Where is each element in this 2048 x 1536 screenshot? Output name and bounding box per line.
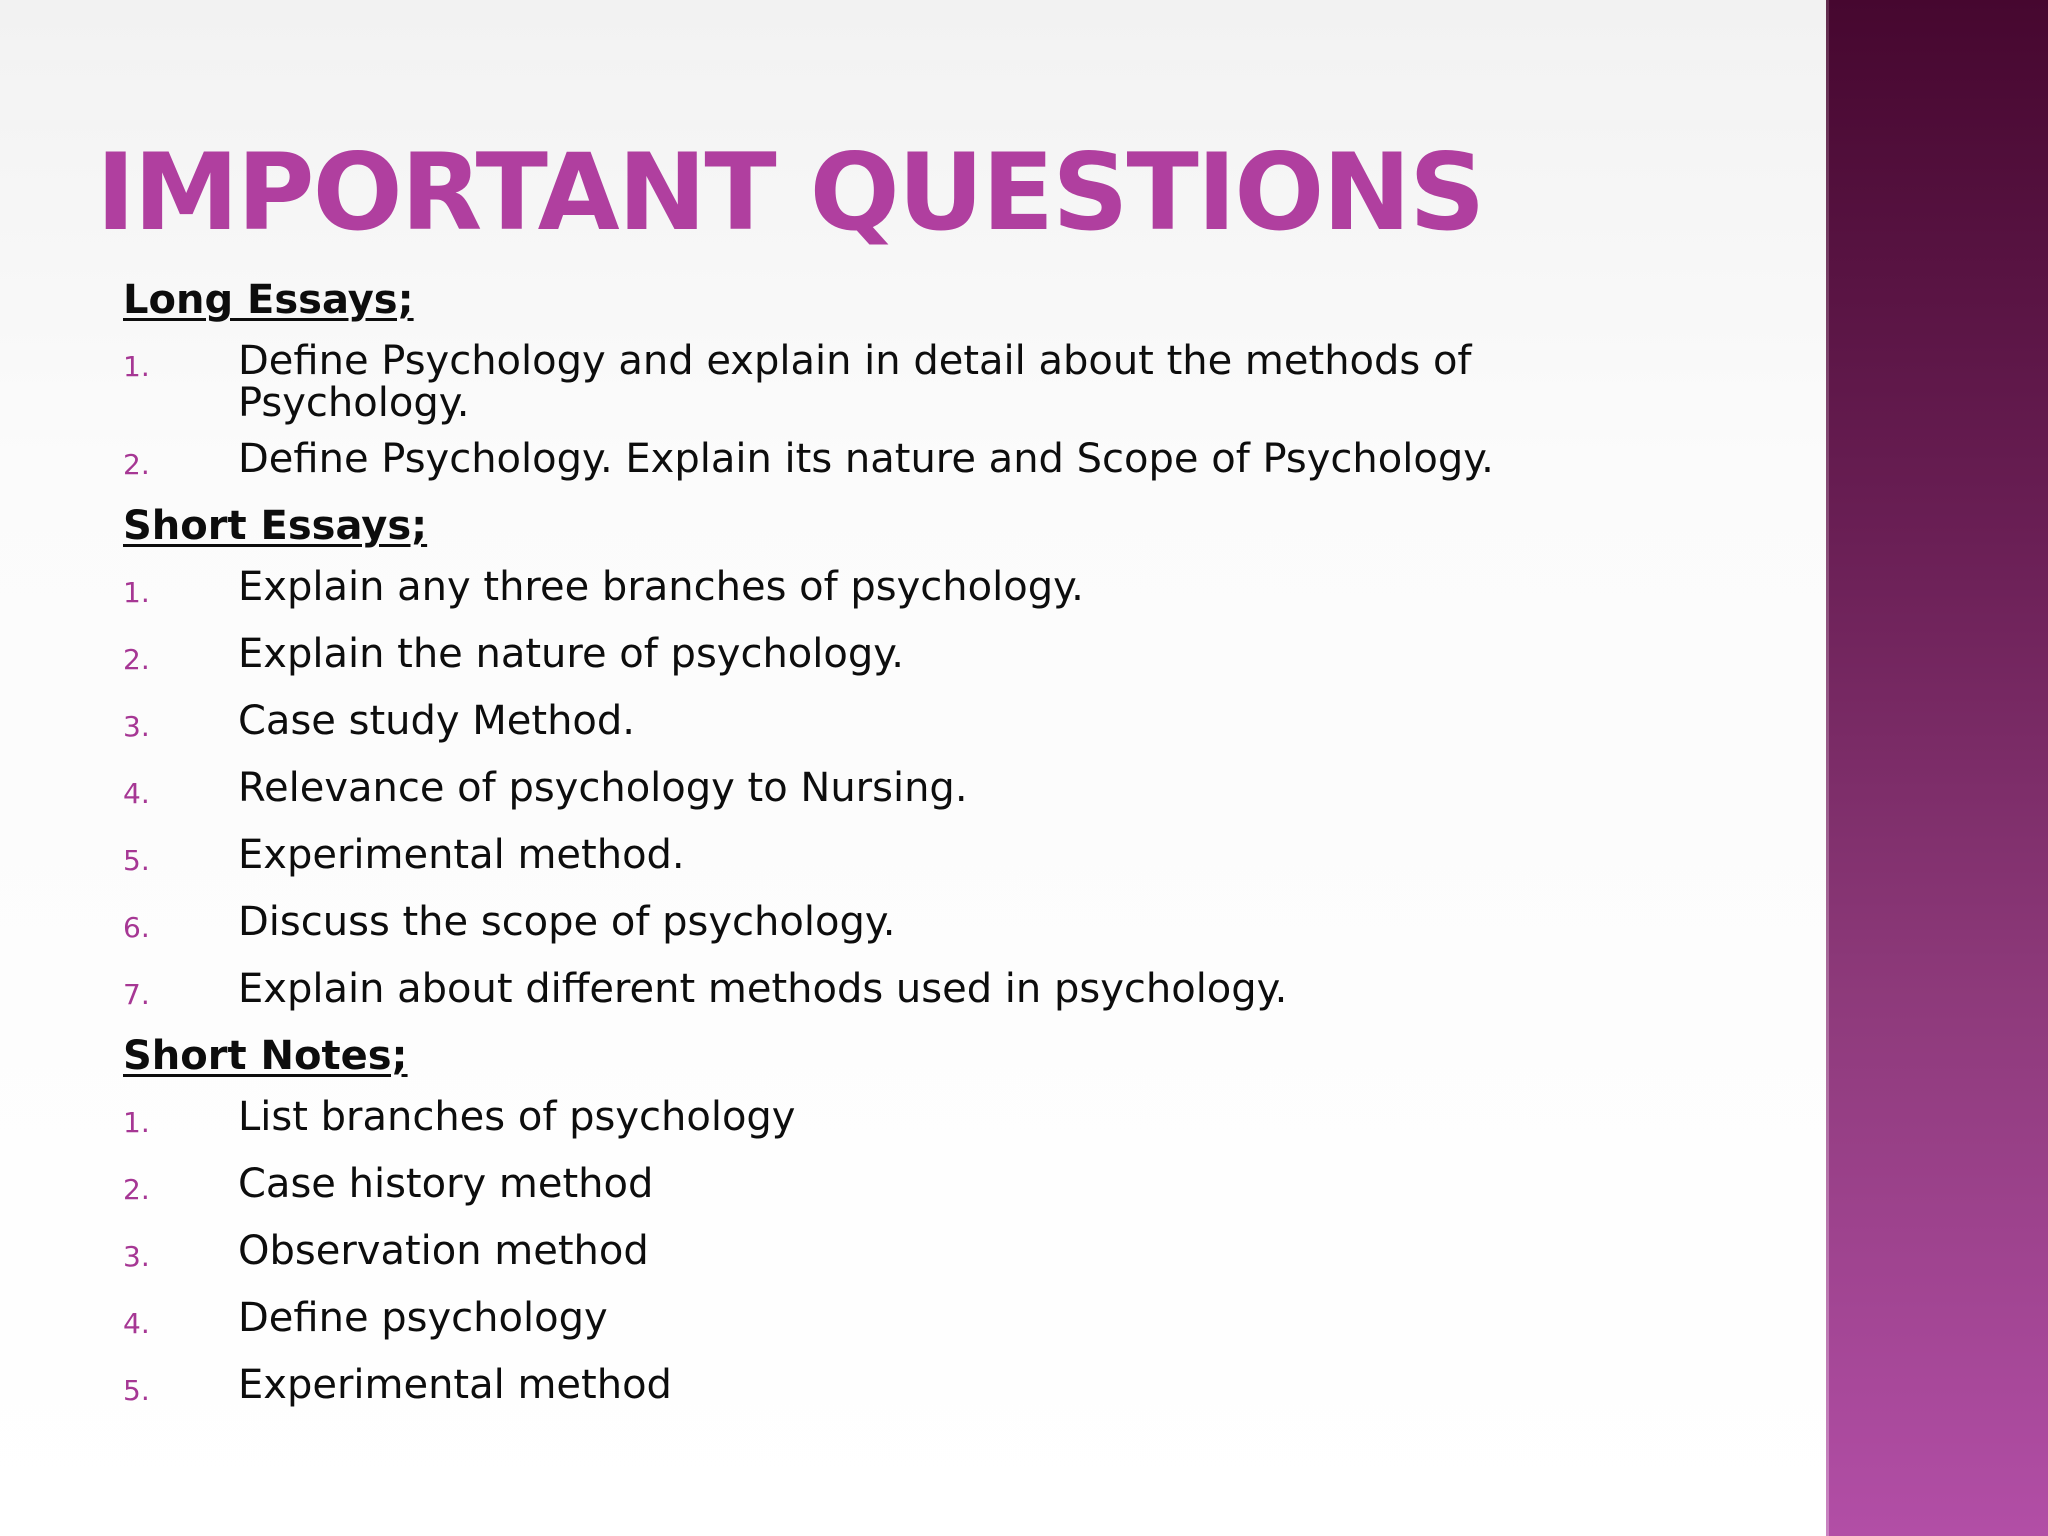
list-item (123, 335, 1773, 424)
item-text: Explain any three branches of psychology. (238, 564, 1084, 610)
section-short-essays (123, 500, 1773, 1021)
list-item (123, 561, 1773, 619)
item-text: Relevance of psychology to Nursing. (238, 765, 968, 811)
slide-title: IMPORTANT QUESTIONS (96, 131, 1484, 254)
list-item (123, 829, 1773, 887)
item-text: Define Psychology and explain in detail about the methods of Psychology. (238, 338, 1472, 426)
question-list (123, 561, 1773, 1021)
item-text: Experimental method (238, 1362, 672, 1408)
item-text: Explain about different methods used in psychology. (238, 966, 1288, 1012)
item-number: 5. (123, 1374, 150, 1407)
item-number: 1. (123, 350, 150, 383)
item-number: 5. (123, 844, 150, 877)
list-item (123, 1158, 1773, 1216)
item-text: Explain the nature of psychology. (238, 631, 904, 677)
list-item (123, 1359, 1773, 1417)
item-text: Define Psychology. Explain its nature and Scope of Psychology. (238, 436, 1494, 482)
list-item (123, 1225, 1773, 1283)
questions-content (123, 274, 1773, 1426)
list-item (123, 695, 1773, 753)
item-number: 4. (123, 777, 150, 810)
section-heading: Short Notes; (123, 1033, 408, 1079)
item-text: Case history method (238, 1161, 654, 1207)
section-long-essays (123, 274, 1773, 491)
section-heading: Long Essays; (123, 277, 414, 323)
list-item (123, 762, 1773, 820)
item-text: Define psychology (238, 1295, 608, 1341)
item-number: 2. (123, 448, 150, 481)
section-heading: Short Essays; (123, 503, 428, 549)
list-item (123, 1091, 1773, 1149)
item-number: 2. (123, 643, 150, 676)
list-item (123, 433, 1773, 491)
item-number: 6. (123, 911, 150, 944)
item-text: List branches of psychology (238, 1094, 796, 1140)
list-item (123, 1292, 1773, 1350)
list-item (123, 963, 1773, 1021)
item-text: Case study Method. (238, 698, 635, 744)
list-item (123, 628, 1773, 686)
item-number: 1. (123, 576, 150, 609)
decorative-side-band (1826, 0, 2048, 1536)
section-short-notes (123, 1030, 1773, 1417)
item-number: 7. (123, 978, 150, 1011)
item-number: 1. (123, 1106, 150, 1139)
item-number: 3. (123, 710, 150, 743)
item-number: 2. (123, 1173, 150, 1206)
item-text: Observation method (238, 1228, 649, 1274)
item-number: 3. (123, 1240, 150, 1273)
question-list (123, 1091, 1773, 1417)
list-item (123, 896, 1773, 954)
item-text: Experimental method. (238, 832, 685, 878)
question-list (123, 335, 1773, 491)
item-number: 4. (123, 1307, 150, 1340)
item-text: Discuss the scope of psychology. (238, 899, 896, 945)
